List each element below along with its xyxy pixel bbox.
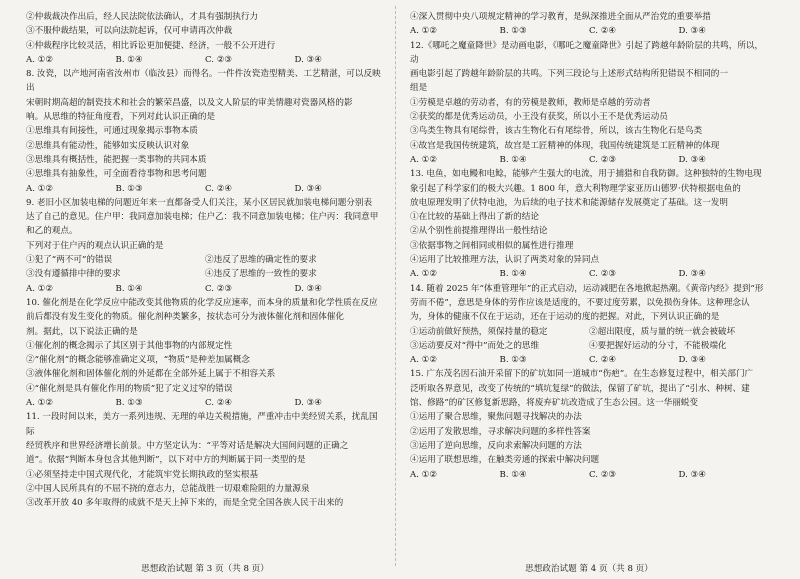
option-c: C. ②④	[205, 398, 233, 409]
question-15-line: 馆、修路”的矿区修复新思路，将废弃矿坑改造成了生态公园。这一华丽蜕变	[410, 398, 698, 409]
option-a: A. ①②	[26, 398, 54, 409]
question-13-line: 放电原理发明了伏特电池，为后续的电子技术和能源储存发展奠定了基础。这一发明	[410, 197, 728, 208]
option-c: C. ②③	[205, 283, 233, 294]
option-b: B. ①④	[499, 269, 527, 280]
page-4	[410, 10, 768, 482]
question-10-line: ②“催化剂”的概念能够准确定义项，“物质”是种差加属概念	[26, 355, 250, 366]
question-13-line: ①在比较的基础上得出了新的结论	[410, 212, 539, 223]
option-b: B. ①③	[115, 183, 143, 194]
question-12-line: ①劳模是卓越的劳动者，有的劳模是教师，教师是卓越的劳动者	[410, 97, 651, 108]
question-9-line: 和乙的观点。	[26, 226, 78, 237]
option-d: D. ③④	[678, 154, 706, 165]
answer-options	[410, 468, 768, 482]
answer-options	[26, 282, 384, 296]
statement-pair	[410, 339, 768, 353]
question-8-line: 8. 汝瓷，以产地河南省汝州市（临汝县）而得名。一件件汝瓷造型精美、工艺精湛，可以反映出	[26, 69, 381, 94]
question-11-line: ①必须坚持走中国式现代化，才能筑牢党长期执政的坚实根基	[26, 469, 259, 480]
statement: ①犯了“两不可”的错误	[26, 255, 113, 266]
question-8-line: ③思维具有概括性，能把握一类事物的共同本质	[26, 154, 207, 165]
text-line: ③不服仲裁结果，可以向法院起诉，仅可申请再次仲裁	[26, 26, 233, 37]
option-c: C. ②③	[589, 469, 617, 480]
statement-pair	[26, 267, 384, 281]
question-15-line: ③运用了逆向思维，反向求索解决问题的方法	[410, 440, 582, 451]
question-12-line: ②获奖的都是优秀运动员，小王没有获奖，所以小王不是优秀运动员	[410, 112, 668, 123]
question-11-line: 道”。依据“判断本身包含其他判断”，以下对中方的判断属于同一类型的是	[26, 455, 306, 466]
question-15-line: 15. 广东茂名因石油开采留下的矿坑如同一道城市“伤疤”。在生态修复过程中，相关部门广	[410, 369, 754, 380]
question-11-line: ③改革开放 40 多年取得的成就不是天上掉下来的，而是全党全国各族人民干出来的	[26, 498, 344, 509]
question-13-line: ④运用了比较推理方法，认识了两类对象的异同点	[410, 255, 600, 266]
option-c: C. ②④	[589, 26, 617, 37]
statement: ②违反了思维的确定性的要求	[205, 255, 317, 266]
option-c: C. ②③	[589, 269, 617, 280]
option-c: C. ②③	[205, 54, 233, 65]
option-d: D. ③④	[678, 469, 706, 480]
statement: ③运动要反对“得中”而处之的思维	[410, 340, 540, 351]
page-divider	[395, 6, 397, 566]
question-14-line: 为，身体的健康不仅在于运动，还在于运动的度的把握。对此，下列认识正确的是	[410, 312, 720, 323]
option-a: A. ①②	[410, 26, 438, 37]
answer-options	[410, 267, 768, 281]
page-footer: 思想政治试题 第 4 页（共 8 页）	[525, 564, 653, 574]
option-a: A. ①②	[410, 355, 438, 366]
question-10-line: 10. 催化剂是在化学反应中能改变其他物质的化学反应速率，而本身的质量和化学性质在反应	[26, 297, 378, 308]
option-a: A. ①②	[26, 283, 54, 294]
option-c: C. ②④	[589, 355, 617, 366]
question-12-line: 组是	[410, 83, 428, 94]
question-15-line: ②运用了发散思维，寻求解决问题的多样性答案	[410, 426, 591, 437]
question-15-line: ④运用了联想思维，在触类旁通的探索中解决问题	[410, 455, 600, 466]
option-c: C. ②③	[589, 154, 617, 165]
option-d: D. ③④	[294, 183, 322, 194]
question-13-line: 象引起了科学家们的极大兴趣。1 800 年，意大利物理学家亚历山德罗·伏特根据电鱼的	[410, 183, 741, 194]
question-12-line: 12.《哪吒之魔童降世》是动画电影，《哪吒之魔童降世》引起了跨越年龄阶层的共鸣，所以，动	[410, 40, 764, 65]
question-10-line: 剂。据此，以下说法正确的是	[26, 326, 138, 337]
question-14-line: 劳而不倦”，意思是身体的劳作应该是适度的，不要过度劳累，以免损伤身体。这种理念认	[410, 297, 750, 308]
question-9-line: 9. 老旧小区加装电梯的问题近年来一直都备受人们关注，某小区居民就加装电梯问题分别表	[26, 197, 373, 208]
option-d: D. ③④	[294, 283, 322, 294]
question-8-line: ④思维具有抽象性，可全面看待事物和思考问题	[26, 169, 207, 180]
question-8-line: ①思维具有间接性，可通过现象揭示事物本质	[26, 126, 198, 137]
question-13-line: 13. 电鱼，如电鳗和电鲶，能够产生强大的电流，用于捕猎和自我防御。这种独特的生物电现	[410, 169, 762, 180]
question-12-line: ④故宫是我国传统建筑，故宫是工匠精神的体现，我国传统建筑是工匠精神的体现	[410, 140, 720, 151]
option-a: A. ①②	[26, 54, 54, 65]
question-13-line: ③依据事物之间相同或相似的属性进行推理	[410, 240, 574, 251]
option-b: B. ①③	[499, 26, 527, 37]
text-line: ④仲裁程序比较灵活，相比诉讼更加便捷、经济，一般不公开进行	[26, 40, 276, 51]
option-d: D. ③④	[678, 26, 706, 37]
option-d: D. ③④	[294, 398, 322, 409]
option-a: A. ①②	[410, 154, 438, 165]
statement: ④违反了思维的一致性的要求	[205, 269, 317, 280]
answer-options	[410, 353, 768, 367]
answer-options	[26, 396, 384, 410]
statement: ②超出限度，质与量的统一就会被破坏	[589, 326, 736, 337]
question-11-line: 经贸秩序和世界经济增长前景。中方坚定认为：“平等对话是解决大国间问题的正确之	[26, 440, 349, 451]
page-footer: 思想政治试题 第 3 页（共 8 页）	[141, 564, 269, 574]
question-12-line: 画电影引起了跨越年龄阶层的共鸣。下列三段论与上述形式结构所犯错误不相同的一	[410, 69, 728, 80]
statement-pair	[410, 325, 768, 339]
question-11-line: ②中国人民所具有的不屈不挠的意志力，总能战胜一切艰难险阻的力量源泉	[26, 483, 310, 494]
option-b: B. ①④	[115, 54, 143, 65]
text-line: ④深入贯彻中央八项规定精神的学习教育，是纵深推进全面从严治党的重要举措	[410, 12, 711, 22]
question-12-line: ③鸟类生物具有尾综骨，该古生物化石有尾综骨，所以，该古生物化石是鸟类	[410, 126, 703, 137]
question-8-line: ②思维具有能动性，能够如实反映认识对象	[26, 140, 190, 151]
question-8-line: 响。从思维的特征角度看，下列对此认识正确的是	[26, 112, 216, 123]
question-9-line: 下列对于住户丙的观点认识正确的是	[26, 240, 164, 251]
option-d: D. ③④	[678, 355, 706, 366]
statement-pair	[26, 253, 384, 267]
option-b: B. ①③	[115, 398, 143, 409]
answer-options	[26, 53, 384, 67]
question-13-line: ②从个别性前提推理得出一般性结论	[410, 226, 548, 237]
option-d: D. ③④	[678, 269, 706, 280]
statement: ④要把握好运动的分寸，不能极端化	[589, 340, 727, 351]
option-b: B. ①④	[499, 154, 527, 165]
question-8-line: 宋朝时期高超的制瓷技术和社会的繁荣昌盛，以及文人阶层的审美情趣对瓷器风格的影	[26, 97, 353, 108]
text-line: ②仲裁裁决作出后，经人民法院依法确认，才具有强制执行力	[26, 12, 259, 22]
question-10-line: ①催化剂的概念揭示了其区别于其他事物的内部规定性	[26, 340, 233, 351]
question-14-line: 14. 随着 2025 年“体重管理年”的正式启动，运动减肥在各地掀起热潮。《黄帝内经》提到“形	[410, 283, 764, 294]
option-d: D. ③④	[294, 54, 322, 65]
question-15-line: 泛听取各界意见，改变了传统的“填坑复绿”的做法，保留了矿坑，提出了“引水、种树、建	[410, 383, 750, 394]
option-b: B. ①④	[499, 469, 527, 480]
option-a: A. ①②	[410, 469, 438, 480]
answer-options	[26, 182, 384, 196]
option-c: C. ②④	[205, 183, 233, 194]
statement: ①运动前做好预热，须保持量的稳定	[410, 326, 548, 337]
page-3	[26, 10, 384, 510]
answer-options	[410, 24, 768, 38]
question-10-line: ④“催化剂是具有催化作用的物质”犯了定义过窄的错误	[26, 383, 233, 394]
question-11-line: 11. 一段时间以来，美方一系列违规、无理的单边关税措施，严重冲击中美经贸关系，扰乱国际	[26, 412, 378, 437]
question-9-line: 达了自己的意见。住户甲：我同意加装电梯；住户乙：我不同意加装电梯；住户丙：我同意甲	[26, 212, 379, 223]
option-b: B. ①④	[115, 283, 143, 294]
question-10-line: 前后都没有发生变化的物质。催化剂种类繁多，按状态可分为液体催化剂和固体催化	[26, 312, 344, 323]
statement: ③没有遵循排中律的要求	[26, 269, 121, 280]
option-b: B. ①③	[499, 355, 527, 366]
question-10-line: ③液体催化剂和固体催化剂的外延都在全部外延上属于不相容关系	[26, 369, 276, 380]
question-15-line: ①运用了聚合思维，聚焦问题寻找解决的办法	[410, 412, 582, 423]
option-a: A. ①②	[410, 269, 438, 280]
answer-options	[410, 153, 768, 167]
option-a: A. ①②	[26, 183, 54, 194]
